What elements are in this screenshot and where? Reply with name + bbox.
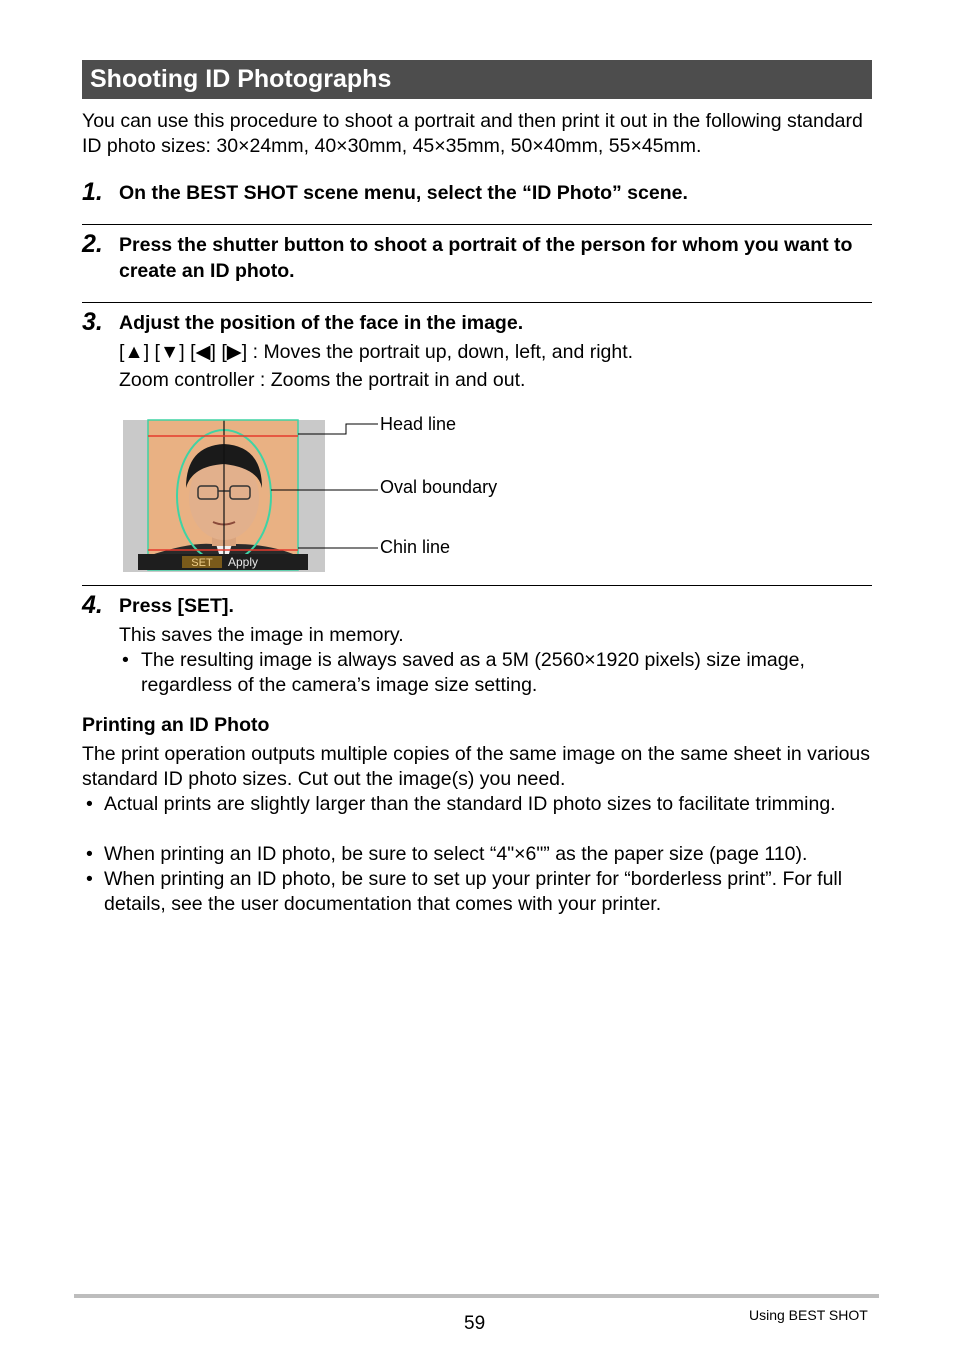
step-1-number: 1. — [82, 178, 103, 206]
printing-bullet-3-text: When printing an ID photo, be sure to set up your printer for “borderless print”. For full details, see the user documentation that comes with your printer. — [104, 868, 843, 915]
step-4-bullet-text: The resulting image is always saved as a 5M (2560×1920 pixels) size image, regardless of the camera’s image size setting. — [141, 649, 805, 696]
footer-rule — [74, 1294, 879, 1298]
footer-section-name: Using BEST SHOT — [749, 1307, 868, 1323]
bullet-dot: • — [86, 843, 93, 865]
step-3-number: 3. — [82, 308, 103, 336]
step-4-text: Press [SET]. — [119, 595, 234, 617]
head-line-label: Head line — [380, 414, 457, 434]
printing-heading: Printing an ID Photo — [82, 714, 270, 736]
id-photo-figure — [120, 416, 380, 576]
section-title: Shooting ID Photographs — [82, 60, 872, 99]
apply-bar — [138, 554, 308, 570]
bullet-dot: • — [86, 793, 93, 815]
page-number: 59 — [464, 1313, 486, 1334]
oval-boundary-label: Oval boundary — [380, 477, 498, 497]
divider — [82, 585, 872, 586]
step-4-description: This saves the image in memory. — [119, 624, 404, 646]
step-3-keys-line: [▲] [▼] [◀] [▶] : Moves the portrait up, down, left, and right. — [119, 341, 634, 363]
divider — [82, 302, 872, 303]
printing-paragraph: The print operation outputs multiple copies of the same image on the same sheet in various standard ID photo sizes. Cut out the image(s) you need. — [82, 743, 871, 790]
step-2-text: Press the shutter button to shoot a portrait of the person for whom you want to create an ID photo. — [119, 234, 853, 282]
step-2-number: 2. — [82, 230, 103, 258]
bullet-dot: • — [86, 868, 93, 890]
printing-bullet-1-text: Actual prints are slightly larger than the standard ID photo sizes to facilitate trimming. — [104, 793, 836, 815]
set-label: SET — [191, 557, 213, 569]
apply-label: Apply — [228, 555, 259, 569]
chin-line-label: Chin line — [380, 537, 451, 557]
step-3-zoom-line: Zoom controller : Zooms the portrait in and out. — [119, 369, 526, 391]
bullet-dot: • — [122, 649, 129, 671]
step-4-number: 4. — [82, 591, 103, 619]
intro-paragraph: You can use this procedure to shoot a portrait and then print it out in the following standard ID photo sizes: 30×24mm, 40×30mm, 45×35mm, 50×40mm, 55×45mm. — [82, 110, 863, 157]
divider — [82, 224, 872, 225]
printing-bullet-2-text: When printing an ID photo, be sure to select “4"×6"” as the paper size (page 110). — [104, 843, 808, 865]
step-3-text: Adjust the position of the face in the image. — [119, 312, 524, 334]
step-1-text: On the BEST SHOT scene menu, select the “ID Photo” scene. — [119, 182, 688, 204]
